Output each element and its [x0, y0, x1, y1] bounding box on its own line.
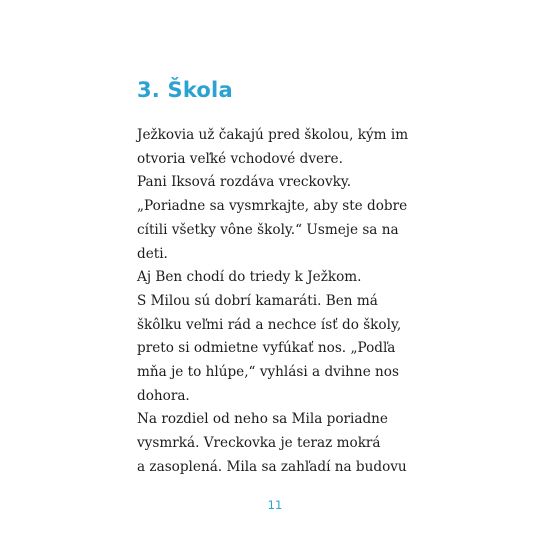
text-line: škôlku veľmi rád a nechce ísť do školy,: [137, 316, 402, 333]
text-line: a zasoplená. Mila sa zahľadí na budovu: [137, 458, 407, 475]
chapter-title: 3. Škola: [137, 78, 233, 102]
text-line: Ježkovia už čakajú pred školou, kým im: [137, 127, 409, 143]
body-text: [137, 124, 427, 480]
text-line: vysmrká. Vreckovka je teraz mokrá: [137, 435, 381, 452]
text-line: preto si odmietne vyfúkať nos. „Podľa: [137, 340, 396, 357]
text-line: Aj Ben chodí do triedy k Ježkom.: [137, 269, 362, 286]
page-number: 11: [267, 498, 283, 512]
text-line: Pani Iksová rozdáva vreckovky.: [137, 174, 352, 191]
text-line: mňa je to hlúpe,“ vyhlási a dvihne nos: [137, 364, 399, 381]
text-line: „Poriadne sa vysmrkajte, aby ste dobre: [137, 198, 408, 215]
text-line: deti.: [137, 245, 168, 262]
text-line: otvoria veľké vchodové dvere.: [137, 150, 343, 167]
text-line: Na rozdiel od neho sa Mila poriadne: [137, 411, 388, 428]
text-line: cítili všetky vône školy.“ Usmeje sa na: [137, 221, 399, 238]
text-line: S Milou sú dobrí kamaráti. Ben má: [137, 292, 378, 309]
text-line: dohora.: [137, 387, 190, 404]
